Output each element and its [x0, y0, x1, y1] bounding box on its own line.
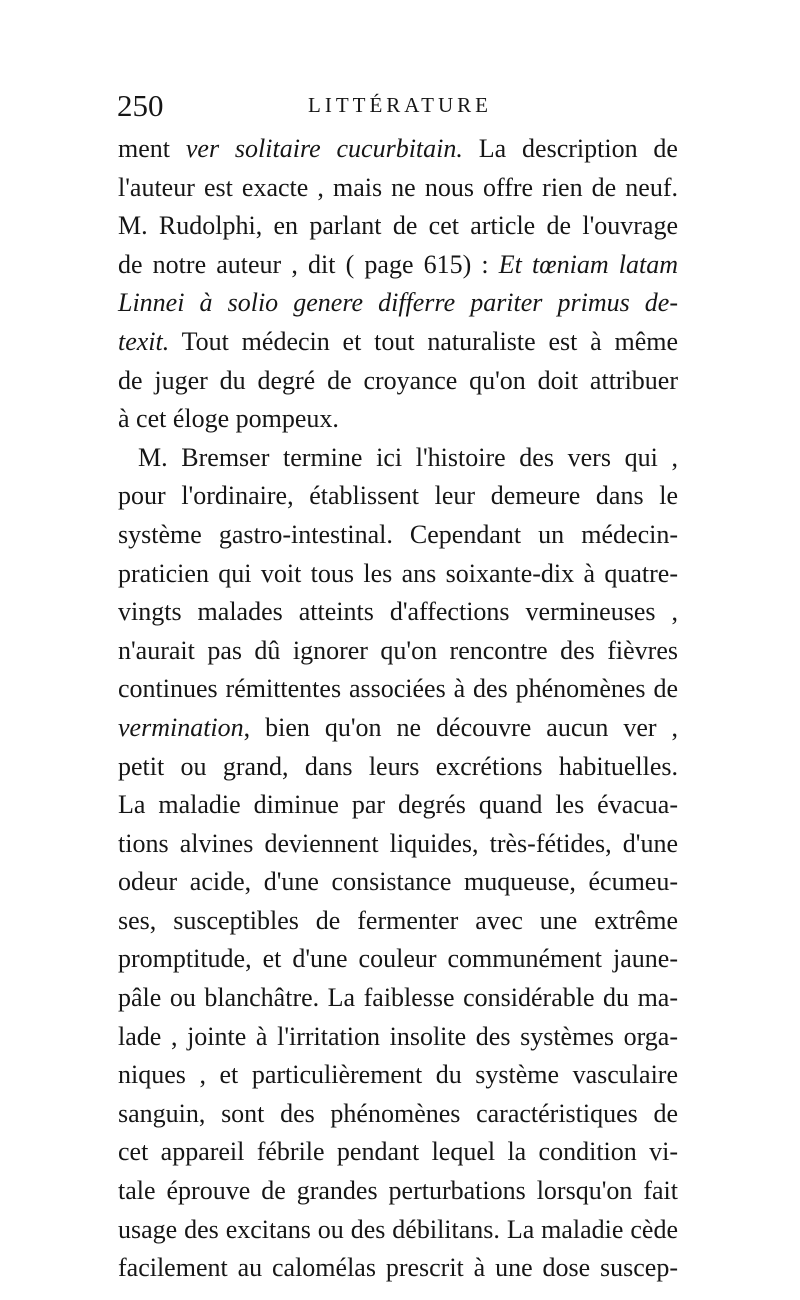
text-line: ment ver solitaire cucurbitain. La description de: [118, 134, 678, 163]
text-line: sanguin, sont des phénomènes caractéristiques de: [118, 1098, 678, 1128]
text-line: M. Rudolphi, en parlant de cet article de l'ouvrage: [118, 211, 678, 241]
text-line: l'auteur est exacte , mais ne nous offre rien de neuf.: [118, 172, 678, 202]
text-line: tale éprouve de grandes perturbations lorsqu'on fait: [118, 1176, 678, 1206]
text-line: de juger du degré de croyance qu'on doit attribuer: [118, 365, 678, 395]
text-line: ses, susceptibles de fermenter avec une extrême: [118, 905, 678, 935]
text-line: cet appareil fébrile pendant lequel la condition vi-: [118, 1137, 678, 1167]
text-line: Linnei à solio genere differre pariter primus de-: [118, 288, 678, 318]
text-line: texit. Tout médecin et tout naturaliste est à même: [118, 326, 678, 356]
text-line: usage des excitans ou des débilitans. La maladie cède: [118, 1214, 678, 1244]
text-line: praticien qui voit tous les ans soixante-dix à quatre-: [118, 558, 678, 588]
text-line: continues rémittentes associées à des phénomènes de: [118, 674, 678, 704]
text-line: odeur acide, d'une consistance muqueuse, écumeu-: [118, 867, 678, 897]
running-head: LITTÉRATURE: [308, 93, 492, 117]
text-line: lade , jointe à l'irritation insolite des systèmes orga-: [118, 1021, 678, 1051]
text-line: de notre auteur , dit ( page 615) : Et tœniam latam: [118, 249, 678, 279]
text-line: tions alvines deviennent liquides, très-fétides, d'une: [118, 828, 678, 858]
body-text: [118, 130, 678, 1288]
text-line: vermination, bien qu'on ne découvre aucun ver ,: [118, 712, 678, 742]
text-line: niques , et particulièrement du système vasculaire: [118, 1060, 678, 1090]
page-number: 250: [117, 88, 164, 123]
text-line: petit ou grand, dans leurs excrétions habituelles.: [118, 751, 678, 781]
text-line: vingts malades atteints d'affections vermineuses ,: [118, 597, 678, 627]
text-line: à cet éloge pompeux.: [118, 404, 339, 434]
text-line: promptitude, et d'une couleur communément jaune-: [118, 944, 678, 974]
paragraph-start-line: M. Bremser termine ici l'histoire des vers qui ,: [138, 442, 678, 472]
text-line: pour l'ordinaire, établissent leur demeure dans le: [118, 481, 678, 511]
text-line: pâle ou blanchâtre. La faiblesse considérable du ma-: [118, 983, 678, 1013]
text-line: système gastro-intestinal. Cependant un médecin-: [118, 519, 678, 549]
text-line: facilement au calomélas prescrit à une dose suscep-: [118, 1253, 678, 1283]
text-line: n'aurait pas dû ignorer qu'on rencontre des fièvres: [118, 635, 678, 665]
text-line: La maladie diminue par degrés quand les évacua-: [118, 790, 678, 820]
